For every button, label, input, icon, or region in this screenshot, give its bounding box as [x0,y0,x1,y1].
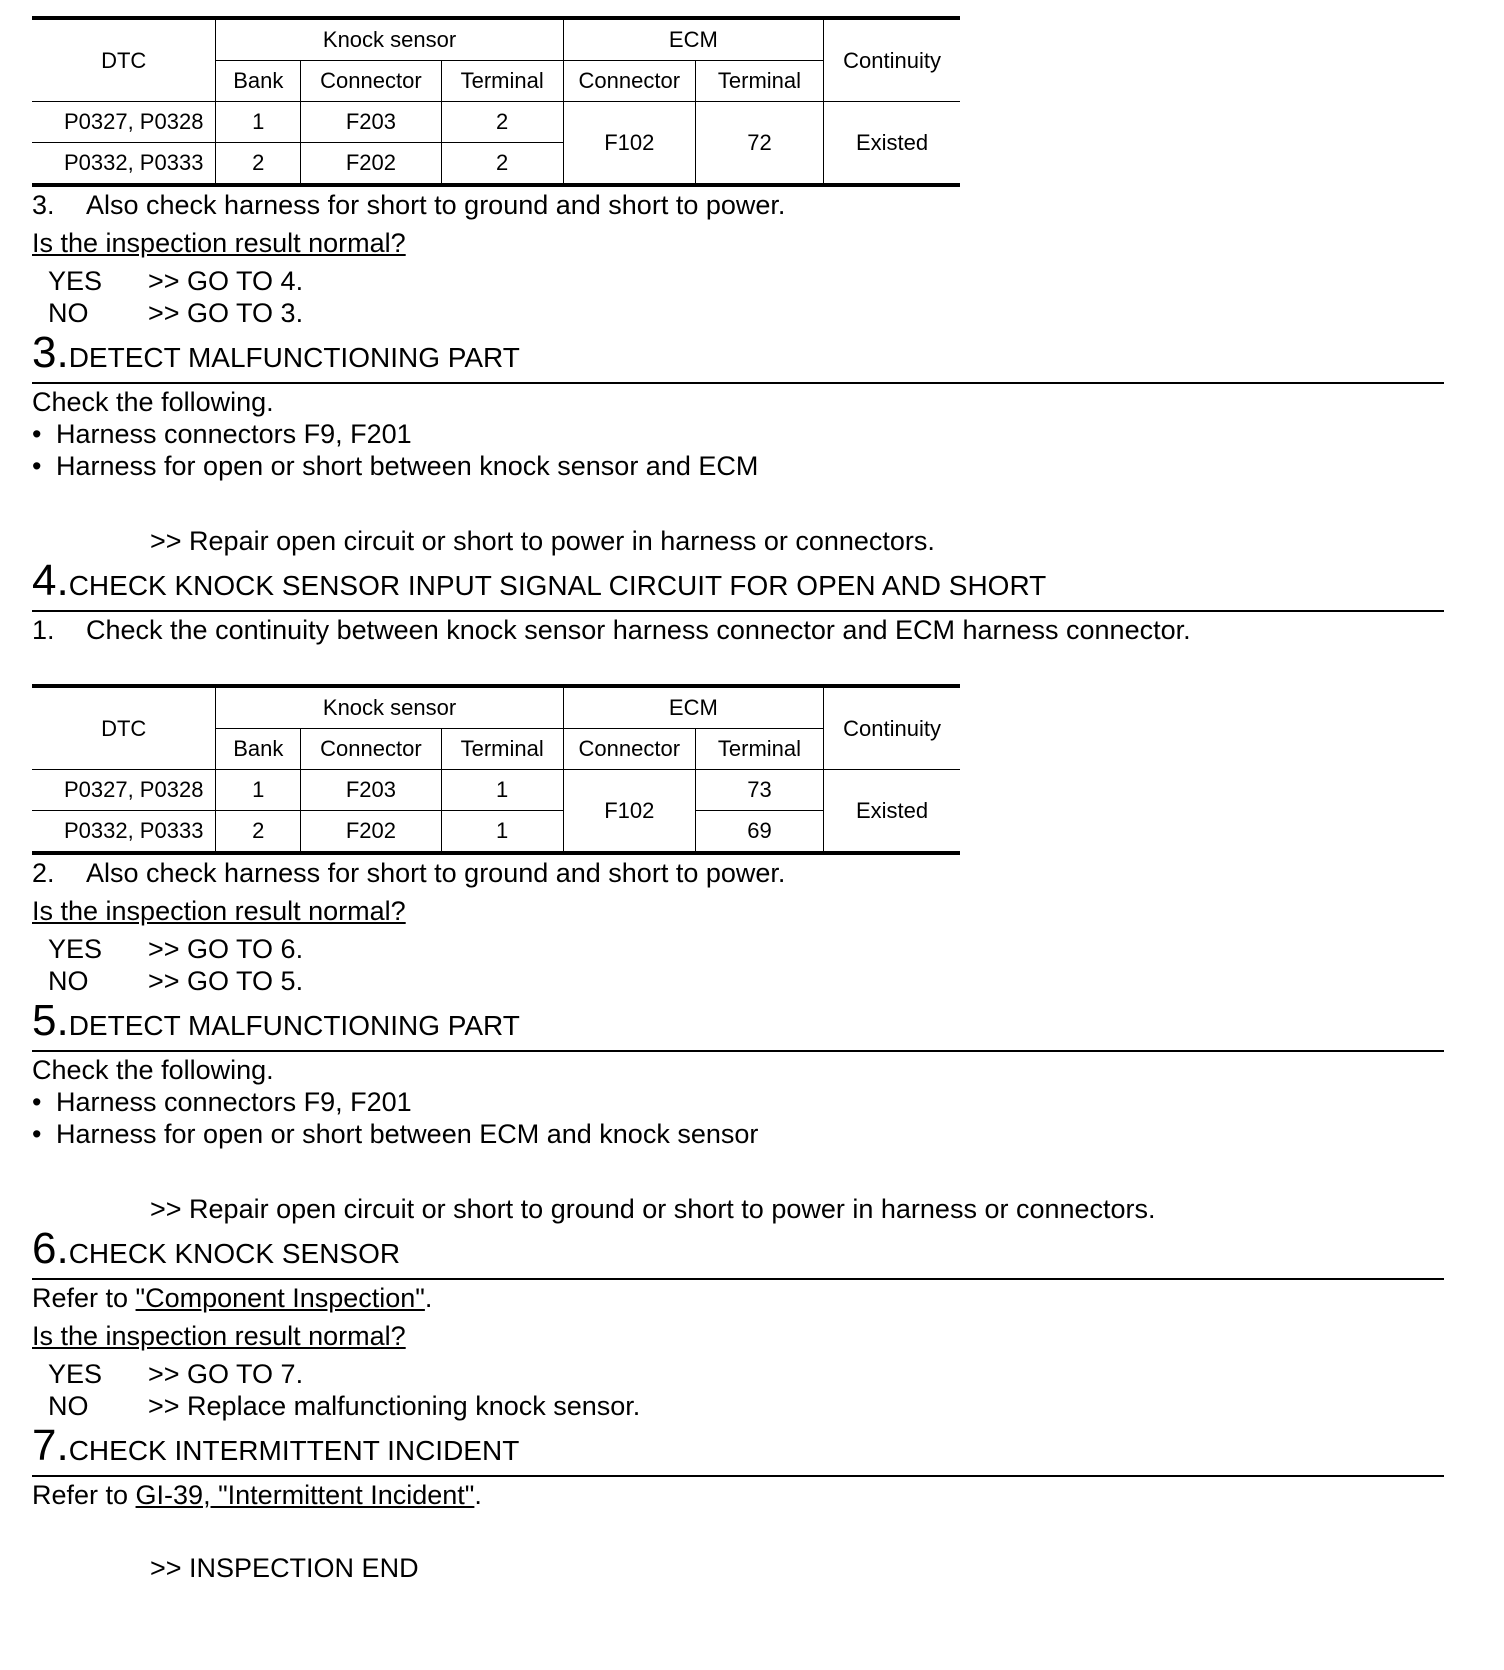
header-ks-terminal: Terminal [441,61,563,102]
bullet-text: Harness for open or short between knock sensor and ECM [56,451,759,481]
bullet-text: Harness connectors F9, F201 [56,1087,412,1117]
refer-prefix: Refer to [32,1480,136,1510]
answer-key: NO [48,966,89,996]
answer-value: >> GO TO 4. [148,266,304,296]
cell-continuity: Existed [824,102,960,186]
bullet-icon: • [32,1119,42,1149]
cell-dtc: P0332, P0333 [32,811,216,854]
answer-value: >> Replace malfunctioning knock sensor. [148,1391,641,1421]
bullet-item [32,418,1452,450]
cell-ecm-terminal: 73 [695,770,823,811]
answer-key: YES [48,1359,103,1389]
header-knock-sensor: Knock sensor [216,18,563,61]
header-ecm-connector: Connector [563,61,695,102]
refer-suffix: . [474,1480,482,1510]
bullet-icon: • [32,419,42,449]
step-heading [32,996,1444,1052]
header-dtc: DTC [32,18,216,102]
inspection-question: Is the inspection result normal? [32,1321,406,1351]
bullet-item [32,1086,1452,1118]
item-text: Check the continuity between knock sensor harness connector and ECM harness connector. [86,615,1191,645]
item-number: 3. [32,190,55,220]
cell-dtc: P0332, P0333 [32,143,216,186]
answer-value: >> GO TO 7. [148,1359,304,1389]
step-result: >> Repair open circuit or short to power in harness or connectors. [150,526,935,556]
header-ecm-connector: Connector [563,729,695,770]
step-number: 4. [32,556,69,605]
refer-line [32,1282,1452,1314]
step-title: CHECK KNOCK SENSOR [68,1238,401,1269]
answer-key: NO [48,1391,89,1421]
answer-no [32,297,1452,329]
cell-continuity: Existed [824,770,960,854]
intermittent-incident-link[interactable]: GI-39, "Intermittent Incident" [135,1480,475,1510]
item-number: 1. [32,615,55,645]
bullet-icon: • [32,451,42,481]
header-ecm-terminal: Terminal [695,61,823,102]
step-title: DETECT MALFUNCTIONING PART [68,1010,520,1041]
answer-yes [32,265,1452,297]
answer-no [32,1390,1452,1422]
inspection-question: Is the inspection result normal? [32,896,406,926]
item-text: Also check harness for short to ground and short to power. [86,190,786,220]
table-row [32,102,960,143]
check-intro: Check the following. [32,387,274,417]
cell-ecm-connector: F102 [563,102,695,186]
step-heading [32,1224,1444,1280]
answer-yes [32,933,1452,965]
cell-ecm-terminal: 72 [695,102,823,186]
check-intro: Check the following. [32,1055,274,1085]
bullet-item [32,1118,1452,1150]
cell-ecm-terminal: 69 [695,811,823,854]
cell-ks-terminal: 2 [441,102,563,143]
step-number: 6. [32,1224,69,1273]
continuity-table-1 [32,16,960,187]
table-row [32,811,960,854]
cell-bank: 2 [216,143,301,186]
check-item [32,614,1452,646]
cell-dtc: P0327, P0328 [32,102,216,143]
header-ecm: ECM [563,18,823,61]
answer-key: NO [48,298,89,328]
check-item [32,857,1452,889]
cell-bank: 1 [216,770,301,811]
header-ks-connector: Connector [301,61,442,102]
answer-value: >> GO TO 3. [148,298,304,328]
header-bank: Bank [216,61,301,102]
header-ecm-terminal: Terminal [695,729,823,770]
step-heading [32,556,1444,612]
answer-key: YES [48,266,103,296]
step-number: 3. [32,328,69,377]
table-row [32,770,960,811]
step-number: 7. [32,1421,69,1470]
item-text: Also check harness for short to ground and short to power. [86,858,786,888]
cell-ks-connector: F203 [301,770,442,811]
refer-suffix: . [424,1283,433,1313]
cell-ecm-connector: F102 [563,770,695,854]
header-ecm: ECM [563,686,823,729]
bullet-text: Harness for open or short between ECM and knock sensor [56,1119,759,1149]
header-continuity: Continuity [824,18,960,102]
answer-no [32,965,1452,997]
item-number: 2. [32,858,55,888]
cell-ks-terminal: 2 [441,143,563,186]
bullet-icon: • [32,1087,42,1117]
refer-line [32,1479,1452,1511]
bullet-text: Harness connectors F9, F201 [56,419,412,449]
answer-key: YES [48,934,103,964]
step-heading [32,328,1444,384]
answer-value: >> GO TO 5. [148,966,304,996]
cell-ks-connector: F203 [301,102,442,143]
cell-ks-terminal: 1 [441,770,563,811]
step-title: CHECK INTERMITTENT INCIDENT [68,1435,520,1466]
header-dtc: DTC [32,686,216,770]
cell-ks-connector: F202 [301,811,442,854]
header-ks-terminal: Terminal [441,729,563,770]
answer-value: >> GO TO 6. [148,934,304,964]
cell-bank: 2 [216,811,301,854]
cell-ks-connector: F202 [301,143,442,186]
cell-ks-terminal: 1 [441,811,563,854]
step-title: DETECT MALFUNCTIONING PART [68,342,520,373]
answer-yes [32,1358,1452,1390]
step-title: CHECK KNOCK SENSOR INPUT SIGNAL CIRCUIT FOR OPEN AND SHORT [68,570,1047,601]
step-number: 5. [32,996,69,1045]
header-knock-sensor: Knock sensor [216,686,563,729]
cell-dtc: P0327, P0328 [32,770,216,811]
check-item [32,189,1452,221]
refer-prefix: Refer to [32,1283,136,1313]
continuity-table-2 [32,684,960,855]
header-ks-connector: Connector [301,729,442,770]
document-page [32,16,1452,1584]
cell-bank: 1 [216,102,301,143]
step-heading [32,1421,1444,1477]
component-inspection-link[interactable]: "Component Inspection" [135,1283,425,1313]
bullet-item [32,450,1452,482]
step-result: >> Repair open circuit or short to ground or short to power in harness or connectors. [150,1194,1156,1224]
header-continuity: Continuity [824,686,960,770]
step-result: >> INSPECTION END [150,1553,419,1583]
inspection-question: Is the inspection result normal? [32,228,406,258]
header-bank: Bank [216,729,301,770]
